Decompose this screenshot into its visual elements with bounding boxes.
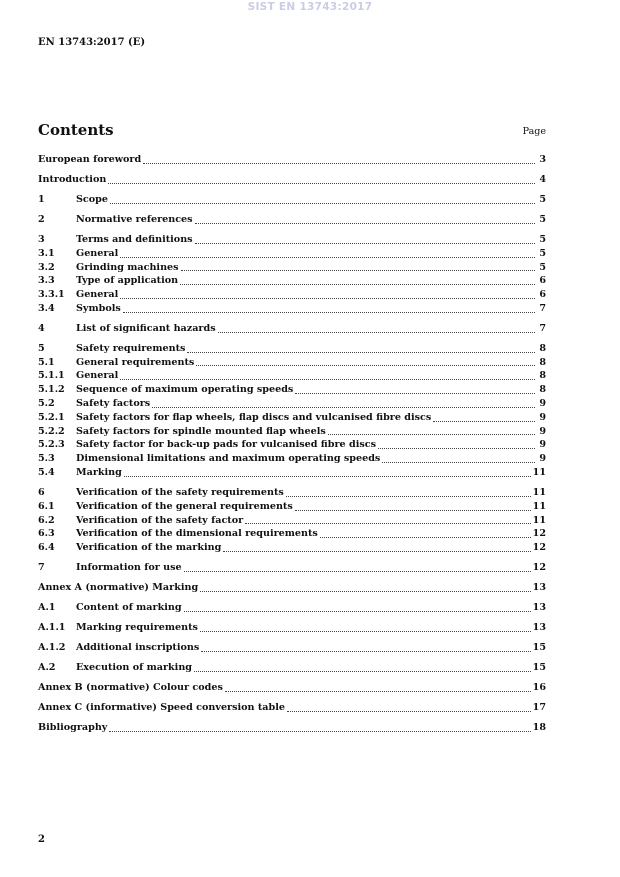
toc-entry-number: 6.2 (38, 514, 55, 526)
toc-entry-page: 11 (532, 514, 546, 526)
toc-entry-label: List of significant hazards (76, 322, 216, 334)
toc-entry-number: 3.3 (38, 275, 55, 287)
toc-entry[interactable] (38, 173, 546, 187)
toc-entry-number: 6 (38, 487, 45, 499)
toc-entry-number: 5.3 (38, 453, 55, 465)
toc-entry-page: 8 (539, 370, 546, 382)
toc-entry-page: 15 (532, 662, 546, 674)
toc-dot-leader (201, 651, 530, 652)
toc-entry[interactable] (38, 288, 546, 302)
toc-entry-page: 4 (539, 173, 546, 185)
toc-entry-page: 6 (539, 275, 546, 287)
toc-entry-page: 18 (532, 722, 546, 734)
toc-dot-leader (196, 365, 535, 366)
toc-entry-number: 5.1.1 (38, 370, 65, 382)
toc-entry[interactable] (38, 581, 546, 595)
toc-entry-page: 8 (539, 384, 546, 396)
toc-entry[interactable] (38, 261, 546, 275)
toc-entry-page: 13 (532, 602, 546, 614)
toc-dot-leader (110, 203, 535, 204)
toc-dot-leader (320, 537, 531, 538)
toc-entry[interactable] (38, 383, 546, 397)
toc-dot-leader (433, 421, 535, 422)
toc-entry-number: 5.2.1 (38, 411, 65, 423)
page-number: 2 (38, 834, 45, 845)
toc-dot-leader (287, 711, 531, 712)
toc-entry-number: 5.2.2 (38, 425, 65, 437)
toc-entry[interactable] (38, 356, 546, 370)
toc-dot-leader (378, 448, 535, 449)
toc-entry-number: 3.3.1 (38, 289, 65, 301)
document-id: EN 13743:2017 (E) (38, 37, 146, 48)
toc-dot-leader (225, 691, 531, 692)
toc-entry-label: General requirements (76, 356, 195, 368)
toc-entry-number: 3.2 (38, 261, 55, 273)
toc-entry-label: Scope (76, 193, 108, 205)
toc-dot-leader (286, 496, 531, 497)
toc-dot-leader (194, 671, 531, 672)
toc-entry-page: 7 (539, 322, 546, 334)
toc-dot-leader (123, 312, 535, 313)
toc-dot-leader (180, 284, 535, 285)
toc-entry-page: 9 (539, 398, 546, 410)
toc-entry[interactable] (38, 274, 546, 288)
toc-entry[interactable] (38, 466, 546, 480)
toc-entry[interactable] (38, 541, 546, 555)
toc-entry-label: Safety factors for spindle mounted flap wheels (76, 425, 326, 437)
toc-entry-label: Normative references (76, 213, 193, 225)
toc-dot-leader (120, 298, 535, 299)
toc-entry-number: 3.4 (38, 302, 55, 314)
toc-entry-label: Symbols (76, 302, 121, 314)
toc-entry-page: 5 (539, 247, 546, 259)
toc-entry-label: Execution of marking (76, 662, 193, 674)
toc-entry[interactable] (38, 438, 546, 452)
toc-entry-number: 6.4 (38, 542, 55, 554)
toc-entry[interactable] (38, 233, 546, 247)
toc-entry[interactable] (38, 681, 546, 695)
toc-entry-label: Content of marking (76, 602, 182, 614)
toc-entry-number: A.1.1 (38, 622, 66, 634)
toc-dot-leader (124, 476, 531, 477)
toc-entry-number: 3 (38, 233, 45, 245)
toc-entry-page: 8 (539, 342, 546, 354)
toc-entry[interactable] (38, 621, 546, 635)
toc-entry[interactable] (38, 514, 546, 528)
toc-entry-label: Grinding machines (76, 261, 179, 273)
toc-entry-page: 5 (539, 193, 546, 205)
toc-entry-label: Type of application (76, 275, 179, 287)
toc-entry-label: Marking (76, 467, 122, 479)
toc-entry[interactable] (38, 411, 546, 425)
toc-dot-leader (382, 462, 535, 463)
toc-entry-label: Safety requirements (76, 342, 186, 354)
toc-dot-leader (328, 434, 535, 435)
toc-entry[interactable] (38, 322, 546, 336)
toc-entry[interactable] (38, 601, 546, 615)
toc-entry-label: Safety factor for back-up pads for vulcanised fibre discs (76, 439, 376, 451)
toc-entry-page: 11 (532, 487, 546, 499)
toc-entry-page: 5 (539, 213, 546, 225)
toc-dot-leader (187, 352, 535, 353)
toc-entry-label: Bibliography (38, 722, 108, 734)
toc-dot-leader (109, 731, 530, 732)
toc-entry-page: 5 (539, 261, 546, 273)
toc-entry-label: Terms and definitions (76, 233, 193, 245)
toc-entry-label: Marking requirements (76, 622, 198, 634)
toc-entry[interactable] (38, 701, 546, 715)
toc-entry-page: 9 (539, 411, 546, 423)
contents-heading-row (38, 121, 546, 141)
toc-entry-label: Safety factors (76, 398, 151, 410)
toc-entry-page: 12 (532, 562, 546, 574)
toc-entry-number: A.1.2 (38, 642, 66, 654)
table-of-contents (38, 153, 546, 735)
toc-entry[interactable] (38, 193, 546, 207)
toc-dot-leader (295, 393, 535, 394)
toc-entry-number: 6.1 (38, 500, 55, 512)
toc-entry-number: 5.4 (38, 467, 55, 479)
toc-entry-page: 17 (532, 702, 546, 714)
toc-entry-page: 9 (539, 425, 546, 437)
toc-dot-leader (143, 163, 535, 164)
toc-dot-leader (195, 223, 535, 224)
toc-entry[interactable] (38, 452, 546, 466)
toc-entry-page: 11 (532, 500, 546, 512)
toc-entry[interactable] (38, 721, 546, 735)
toc-entry-page: 6 (539, 289, 546, 301)
toc-entry-label: General (76, 289, 119, 301)
toc-entry[interactable] (38, 302, 546, 316)
toc-dot-leader (120, 257, 535, 258)
toc-entry-number: 5.1 (38, 356, 55, 368)
toc-entry-number: 2 (38, 213, 45, 225)
toc-entry-label: Safety factors for flap wheels, flap discs and vulcanised fibre discs (76, 411, 432, 423)
toc-dot-leader (195, 243, 535, 244)
toc-entry-number: A.2 (38, 662, 56, 674)
toc-entry-label: Annex B (normative) Colour codes (38, 682, 223, 694)
toc-entry[interactable] (38, 247, 546, 261)
toc-entry-label: Annex A (normative) Marking (38, 582, 199, 594)
toc-entry[interactable] (38, 500, 546, 514)
toc-dot-leader (152, 407, 535, 408)
toc-entry-page: 15 (532, 642, 546, 654)
toc-entry-label: Verification of the safety requirements (76, 487, 284, 499)
toc-dot-leader (184, 611, 531, 612)
toc-entry-label: Introduction (38, 173, 107, 185)
toc-entry[interactable] (38, 486, 546, 500)
toc-dot-leader (181, 270, 535, 271)
toc-entry-page: 3 (539, 154, 546, 165)
toc-dot-leader (120, 379, 535, 380)
toc-entry[interactable] (38, 342, 546, 356)
toc-entry[interactable] (38, 397, 546, 411)
toc-entry-page: 13 (532, 582, 546, 594)
toc-dot-leader (295, 510, 531, 511)
toc-entry-number: A.1 (38, 602, 56, 614)
toc-entry[interactable] (38, 661, 546, 675)
toc-entry-label: Dimensional limitations and maximum operating speeds (76, 453, 381, 465)
toc-entry-label: Annex C (informative) Speed conversion table (38, 702, 285, 714)
toc-entry-label: Verification of the general requirements (76, 500, 293, 512)
toc-entry-page: 5 (539, 233, 546, 245)
toc-dot-leader (184, 571, 531, 572)
toc-entry-label: Sequence of maximum operating speeds (76, 384, 294, 396)
toc-entry[interactable] (38, 369, 546, 383)
toc-entry[interactable] (38, 425, 546, 439)
toc-dot-leader (200, 591, 530, 592)
toc-entry-page: 12 (532, 528, 546, 540)
toc-entry-number: 5.2.3 (38, 439, 65, 451)
toc-entry-page: 11 (532, 467, 546, 479)
toc-dot-leader (200, 631, 531, 632)
toc-entry[interactable] (38, 213, 546, 227)
toc-entry-number: 4 (38, 322, 45, 334)
toc-entry-number: 5 (38, 342, 45, 354)
contents-title: Contents (38, 121, 114, 139)
toc-dot-leader (245, 523, 530, 524)
toc-entry-page: 12 (532, 542, 546, 554)
toc-entry-label: Additional inscriptions (76, 642, 200, 654)
toc-entry-number: 6.3 (38, 528, 55, 540)
toc-entry-page: 8 (539, 356, 546, 368)
toc-entry-label: General (76, 247, 119, 259)
toc-entry-page: 9 (539, 439, 546, 451)
toc-entry-label: Verification of the safety factor (76, 514, 244, 526)
toc-dot-leader (223, 551, 530, 552)
toc-dot-leader (218, 332, 535, 333)
toc-entry-number: 1 (38, 193, 45, 205)
toc-entry-page: 13 (532, 622, 546, 634)
toc-entry-label: General (76, 370, 119, 382)
toc-entry-label: Verification of the dimensional requirements (76, 528, 318, 540)
toc-entry-label: European foreword (38, 154, 142, 165)
toc-entry-label: Information for use (76, 562, 182, 574)
toc-entry[interactable] (38, 561, 546, 575)
toc-entry-number: 5.2 (38, 398, 55, 410)
toc-entry-number: 3.1 (38, 247, 55, 259)
page-column-label: Page (522, 126, 546, 137)
toc-entry-page: 9 (539, 453, 546, 465)
toc-entry[interactable] (38, 641, 546, 655)
toc-entry-number: 7 (38, 562, 45, 574)
toc-entry-page: 7 (539, 302, 546, 314)
toc-dot-leader (108, 183, 535, 184)
toc-entry[interactable] (38, 527, 546, 541)
toc-entry-label: Verification of the marking (76, 542, 222, 554)
toc-entry[interactable] (38, 153, 546, 167)
toc-entry-number: 5.1.2 (38, 384, 65, 396)
watermark: SIST EN 13743:2017 (247, 1, 373, 13)
toc-entry-page: 16 (532, 682, 546, 694)
